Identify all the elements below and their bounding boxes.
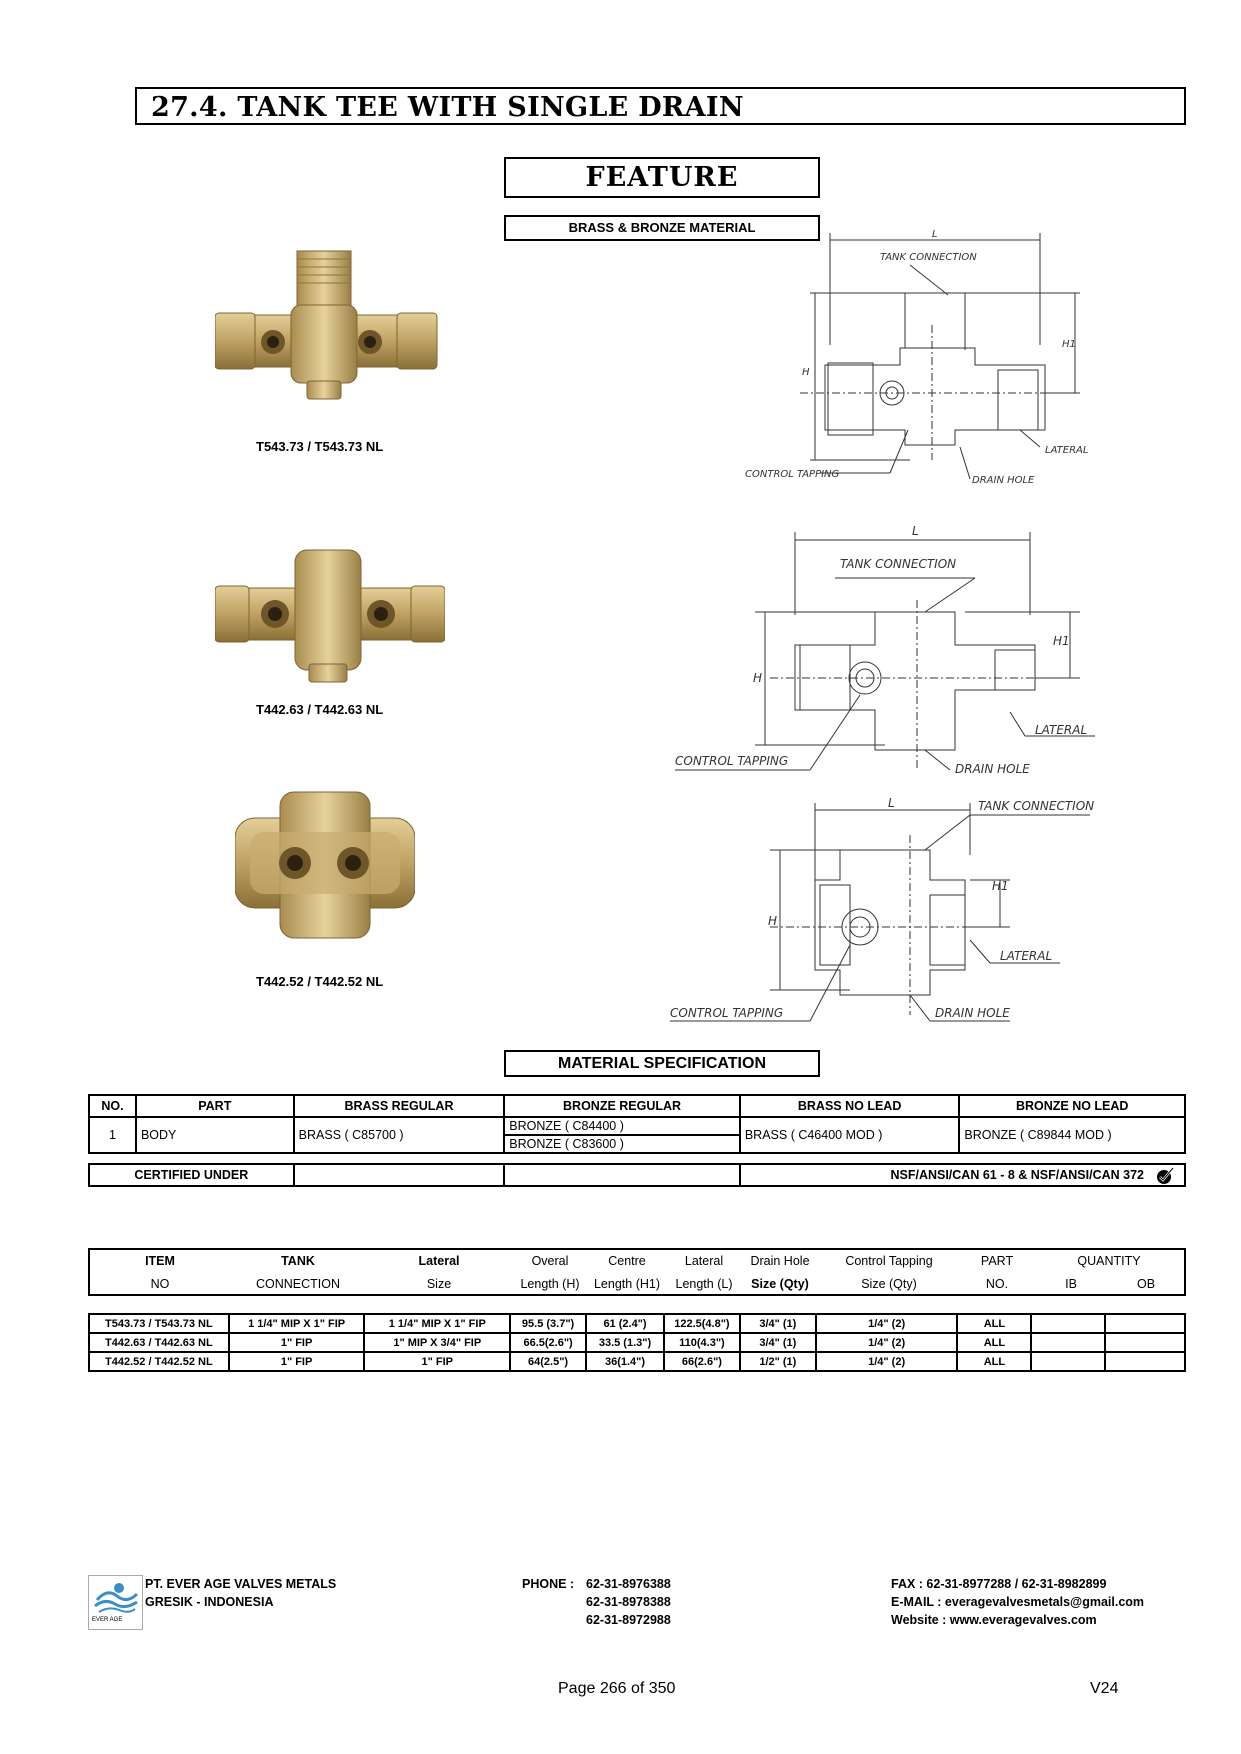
cell-no: 1 bbox=[89, 1117, 136, 1153]
material-spec-table bbox=[88, 1094, 1186, 1154]
cell-h: 66.5(2.6") bbox=[510, 1333, 586, 1352]
header-brass-regular: BRASS REGULAR bbox=[294, 1095, 505, 1117]
tank-connection-label-2: TANK CONNECTION bbox=[840, 557, 957, 571]
phone-number: 62-31-8972988 bbox=[586, 1613, 671, 1627]
cell-qty-ib[interactable] bbox=[1031, 1314, 1105, 1333]
certified-value: NSF/ANSI/CAN 61 - 8 & NSF/ANSI/CAN 372 bbox=[890, 1168, 1144, 1182]
cell-bronze-regular-1: BRONZE ( C84400 ) bbox=[504, 1117, 740, 1135]
dim-length-label-1: L bbox=[932, 229, 938, 240]
header-bronze-no-lead: BRONZE NO LEAD bbox=[959, 1095, 1185, 1117]
cell-l: 66(2.6") bbox=[664, 1352, 740, 1371]
col-header-qty-ob: OB bbox=[1136, 1277, 1156, 1291]
page-title-box bbox=[135, 87, 1186, 125]
fax: FAX : 62-31-8977288 / 62-31-8982899 bbox=[891, 1577, 1107, 1591]
logo-text: EVER AGE bbox=[92, 1617, 123, 1623]
cell-bronze-no-lead: BRONZE ( C89844 MOD ) bbox=[959, 1117, 1185, 1153]
cell-h1: 36(1.4") bbox=[586, 1352, 664, 1371]
drain-hole-label-1: DRAIN HOLE bbox=[972, 475, 1035, 486]
cell-brass-no-lead: BRASS ( C46400 MOD ) bbox=[740, 1117, 960, 1153]
phone-numbers bbox=[586, 1575, 671, 1629]
cell-lateral: 1" MIP X 3/4" FIP bbox=[364, 1333, 510, 1352]
lateral-label-2: LATERAL bbox=[1035, 723, 1088, 737]
product-photo-t44252 bbox=[235, 790, 415, 940]
cell-tank: 1" FIP bbox=[229, 1333, 365, 1352]
dim-h1-label-2: H1 bbox=[1053, 634, 1070, 648]
certification-table bbox=[88, 1163, 1186, 1187]
col-header-lateral-length: Lateral bbox=[684, 1254, 724, 1268]
items-table bbox=[88, 1313, 1186, 1372]
cell-h: 64(2.5") bbox=[510, 1352, 586, 1371]
cell-drain: 1/2" (1) bbox=[740, 1352, 816, 1371]
cell-qty-ib[interactable] bbox=[1031, 1333, 1105, 1352]
technical-drawing-2 bbox=[675, 520, 1105, 790]
header-bronze-regular: BRONZE REGULAR bbox=[504, 1095, 740, 1117]
certified-label: CERTIFIED UNDER bbox=[89, 1164, 294, 1186]
control-tapping-label-1: CONTROL TAPPING bbox=[745, 469, 840, 480]
product-caption-t543: T543.73 / T543.73 NL bbox=[256, 439, 384, 454]
cell-qty-ob[interactable] bbox=[1105, 1333, 1185, 1352]
cell-h1: 33.5 (1.3") bbox=[586, 1333, 664, 1352]
dim-h1-label-3: H1 bbox=[992, 879, 1009, 893]
table-row bbox=[89, 1164, 1185, 1186]
cell-qty-ib[interactable] bbox=[1031, 1352, 1105, 1371]
col-header-item: ITEM bbox=[145, 1254, 175, 1268]
product-caption-t44263: T442.63 / T442.63 NL bbox=[256, 702, 384, 717]
company-location: GRESIK - INDONESIA bbox=[145, 1595, 274, 1609]
dim-length-label-3: L bbox=[888, 796, 895, 810]
contact-info bbox=[891, 1575, 1144, 1629]
company-logo bbox=[88, 1575, 143, 1630]
cell-l: 110(4.3") bbox=[664, 1333, 740, 1352]
dim-h1-label-1: H1 bbox=[1062, 339, 1076, 350]
col-header-overal-sub: Length (H) bbox=[520, 1277, 580, 1291]
phone-label: PHONE : bbox=[522, 1577, 575, 1591]
header-no: NO. bbox=[89, 1095, 136, 1117]
cell-lateral: 1" FIP bbox=[364, 1352, 510, 1371]
phone-number: 62-31-8978388 bbox=[586, 1595, 671, 1609]
tank-connection-label-3: TANK CONNECTION bbox=[978, 799, 1095, 813]
control-tapping-label-2: CONTROL TAPPING bbox=[675, 754, 789, 768]
cell-tank: 1" FIP bbox=[229, 1352, 365, 1371]
cell-h1: 61 (2.4") bbox=[586, 1314, 664, 1333]
col-header-item-sub: NO bbox=[150, 1277, 170, 1291]
cell-part: ALL bbox=[957, 1352, 1031, 1371]
company-name: PT. EVER AGE VALVES METALS bbox=[145, 1577, 337, 1591]
email[interactable]: E-MAIL : everagevalvesmetals@gmail.com bbox=[891, 1595, 1145, 1609]
company-info bbox=[145, 1575, 336, 1611]
cell-lateral: 1 1/4" MIP X 1" FIP bbox=[364, 1314, 510, 1333]
cell-control: 1/4" (2) bbox=[816, 1352, 958, 1371]
cell-tank: 1 1/4" MIP X 1" FIP bbox=[229, 1314, 365, 1333]
col-header-control: Control Tapping bbox=[845, 1254, 933, 1268]
product-photo-t44263 bbox=[215, 548, 445, 688]
header-part: PART bbox=[136, 1095, 294, 1117]
cell-bronze-regular-2: BRONZE ( C83600 ) bbox=[504, 1135, 740, 1153]
table-row bbox=[89, 1117, 1185, 1135]
cell-control: 1/4" (2) bbox=[816, 1333, 958, 1352]
dim-h-label-2: H bbox=[753, 671, 763, 685]
cell-part: ALL bbox=[957, 1333, 1031, 1352]
cell-drain: 3/4" (1) bbox=[740, 1314, 816, 1333]
cell-part: BODY bbox=[136, 1117, 294, 1153]
cell-item: T442.63 / T442.63 NL bbox=[89, 1333, 229, 1352]
page-number: Page 266 of 350 bbox=[558, 1680, 676, 1697]
tank-connection-label-1: TANK CONNECTION bbox=[880, 252, 977, 263]
col-header-centre-sub: Length (H1) bbox=[593, 1277, 660, 1291]
nsf-check-icon bbox=[1154, 1166, 1176, 1186]
col-header-drain: Drain Hole bbox=[750, 1254, 810, 1268]
table-row bbox=[89, 1314, 1185, 1333]
material-spec-title: MATERIAL SPECIFICATION bbox=[504, 1050, 820, 1077]
drain-hole-label-2: DRAIN HOLE bbox=[955, 762, 1030, 776]
table-row bbox=[89, 1352, 1185, 1371]
cell-h: 95.5 (3.7") bbox=[510, 1314, 586, 1333]
control-tapping-label-3: CONTROL TAPPING bbox=[670, 1006, 784, 1020]
cell-control: 1/4" (2) bbox=[816, 1314, 958, 1333]
cell-drain: 3/4" (1) bbox=[740, 1333, 816, 1352]
cell-part: ALL bbox=[957, 1314, 1031, 1333]
col-header-lateral-sub: Size bbox=[426, 1277, 452, 1291]
version: V24 bbox=[1090, 1680, 1119, 1697]
col-header-drain-sub: Size (Qty) bbox=[751, 1277, 809, 1291]
dim-length-label-2: L bbox=[912, 524, 919, 538]
col-header-part: PART bbox=[980, 1254, 1014, 1268]
table-row bbox=[89, 1095, 1185, 1117]
col-header-lateral: Lateral bbox=[418, 1254, 460, 1268]
cell-item: T543.73 / T543.73 NL bbox=[89, 1314, 229, 1333]
col-header-quantity: QUANTITY bbox=[1077, 1254, 1141, 1268]
col-header-tank-sub: CONNECTION bbox=[255, 1277, 341, 1291]
cell-qty-ob[interactable] bbox=[1105, 1352, 1185, 1371]
material-label: BRASS & BRONZE MATERIAL bbox=[504, 215, 820, 241]
cell-l: 122.5(4.8") bbox=[664, 1314, 740, 1333]
header-brass-no-lead: BRASS NO LEAD bbox=[740, 1095, 960, 1117]
col-header-control-sub: Size (Qty) bbox=[861, 1277, 917, 1291]
dim-h-label-1: H bbox=[802, 367, 810, 378]
drain-hole-label-3: DRAIN HOLE bbox=[935, 1006, 1010, 1020]
product-photo-t543 bbox=[215, 245, 445, 405]
technical-drawing-3 bbox=[670, 795, 1130, 1035]
technical-drawing-1 bbox=[740, 225, 1100, 495]
dim-h-label-3: H bbox=[768, 914, 778, 928]
col-header-tank: TANK bbox=[281, 1254, 315, 1268]
product-caption-t44252: T442.52 / T442.52 NL bbox=[256, 974, 384, 989]
col-header-centre: Centre bbox=[608, 1254, 646, 1268]
lateral-label-1: LATERAL bbox=[1045, 445, 1089, 456]
table-row bbox=[89, 1333, 1185, 1352]
lateral-label-3: LATERAL bbox=[1000, 949, 1053, 963]
wave-logo-icon bbox=[89, 1578, 142, 1618]
page-title: 27.4. TANK TEE WITH SINGLE DRAIN bbox=[151, 92, 744, 123]
phone-number: 62-31-8976388 bbox=[586, 1577, 671, 1591]
cell-qty-ob[interactable] bbox=[1105, 1314, 1185, 1333]
col-header-qty-ib: IB bbox=[1065, 1277, 1077, 1291]
website[interactable]: Website : www.everagevalves.com bbox=[891, 1613, 1097, 1627]
col-header-overal: Overal bbox=[531, 1254, 569, 1268]
col-header-lateral-length-sub: Length (L) bbox=[675, 1277, 733, 1291]
cell-brass-regular: BRASS ( C85700 ) bbox=[294, 1117, 505, 1153]
col-header-part-sub: NO. bbox=[985, 1277, 1009, 1291]
cell-item: T442.52 / T442.52 NL bbox=[89, 1352, 229, 1371]
feature-heading: FEATURE bbox=[504, 157, 820, 198]
items-table-header bbox=[88, 1248, 1186, 1296]
